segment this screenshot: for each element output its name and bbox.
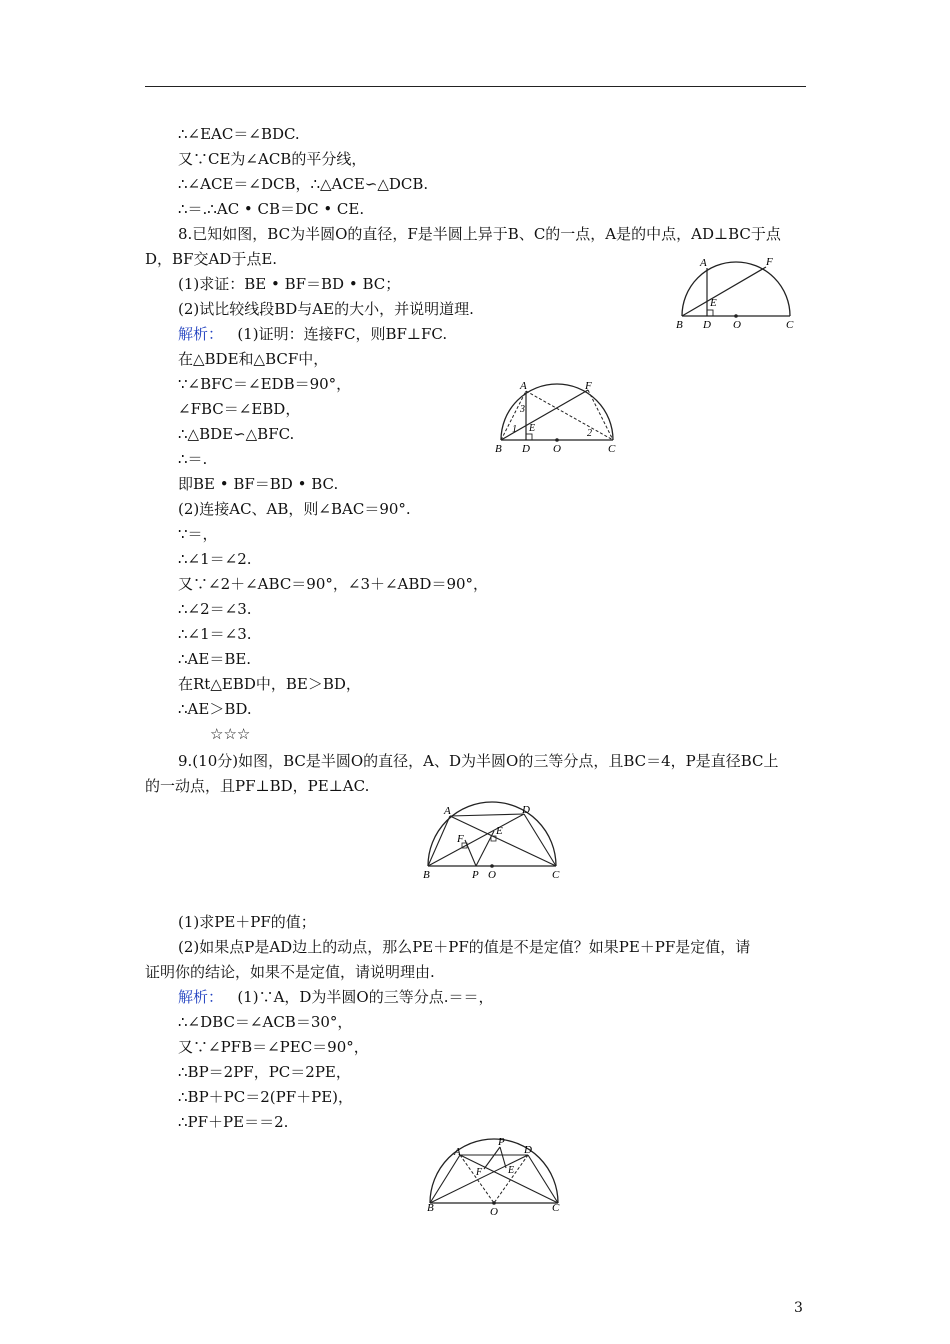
analysis-label: 解析： [178, 325, 224, 343]
text-line: 又∵CE为∠ACB的平分线， [178, 150, 367, 168]
text-line: ∴BP＝2PF，PC＝2PE， [178, 1063, 351, 1081]
center-dot [492, 1201, 496, 1205]
problem-9-statement: 9.(10分)如图，BC是半圆O的直径，A、D为半圆O的三等分点，且BC＝4，P是直径BC上 [178, 752, 779, 770]
label-e: E [496, 825, 503, 837]
text-line: 又∵∠PFB＝∠PEC＝90°， [178, 1038, 369, 1056]
label-e: E [529, 423, 536, 434]
text-line: ∴BP＋PC＝2(PF＋PE)， [178, 1088, 354, 1106]
label-f: F [457, 833, 464, 845]
text-line: ∴∠ACE＝∠DCB，∴△ACE∽△DCB. [178, 175, 429, 193]
label-c: C [552, 869, 560, 881]
right-angle-mark [707, 310, 713, 316]
text-line: 在Rt△EBD中，BE＞BD， [178, 675, 361, 693]
text-line: ∴AE＞BD. [178, 700, 252, 718]
text-line: ∴∠EAC＝∠BDC. [178, 125, 300, 143]
label-e: E [710, 297, 717, 309]
label-d: D [522, 443, 530, 455]
label-a: A [700, 257, 707, 269]
semicircle-arc [682, 262, 790, 316]
label-angle-1: 1 [512, 424, 517, 435]
text-line: ∴＝.∴AC • CB＝DC • CE. [178, 200, 365, 218]
text-line: (2)连接AC、AB，则∠BAC＝90°. [178, 500, 411, 518]
label-angle-3: 3 [520, 404, 525, 415]
figure-9-semicircle [418, 800, 566, 882]
semicircle-arc [501, 384, 613, 440]
segment-bf [682, 267, 766, 316]
text-line: 又∵∠2＋∠ABC＝90°，∠3＋∠ABD＝90°， [178, 575, 489, 593]
label-d: D [703, 319, 711, 331]
text-line: ∴AE＝BE. [178, 650, 252, 668]
text-line: ∴△BDE∽△BFC. [178, 425, 295, 443]
analysis-label: 解析： [178, 988, 224, 1006]
text-line: ∵∠BFC＝∠EDB＝90°， [178, 375, 352, 393]
text-line: (2)试比较线段BD与AE的大小，并说明道理. [178, 300, 474, 318]
center-dot [490, 864, 494, 868]
label-b: B [676, 319, 683, 331]
text-line: ∴∠DBC＝∠ACB＝30°， [178, 1013, 353, 1031]
text-line: (1)证明：连接FC，则BF⊥FC. [237, 325, 448, 343]
label-o: O [488, 869, 496, 881]
label-angle-2: 2 [587, 428, 592, 439]
label-p: P [472, 869, 479, 881]
segment-bd [428, 814, 524, 866]
text-line: ∴PF＋PE＝＝2. [178, 1113, 289, 1131]
stars-divider: ☆☆☆ [210, 725, 251, 743]
center-dot [555, 438, 559, 442]
text-line: 的一动点，且PF⊥BD，PE⊥AC. [145, 777, 370, 795]
label-c: C [608, 443, 616, 455]
text-line: D，BF交AD于点E. [145, 250, 278, 268]
text-line: (1)∵A，D为半圆O的三等分点.＝＝， [237, 988, 494, 1006]
label-f: F [585, 380, 592, 392]
text-line: ∴∠1＝∠2. [178, 550, 252, 568]
text-line: ∴∠1＝∠3. [178, 625, 252, 643]
label-d: D [524, 1144, 532, 1156]
right-angle-mark [526, 434, 532, 440]
problem-8-statement: 8.已知如图，BC为半圆O的直径，F是半圆上异于B、C的一点，A是的中点，AD⊥BC于点 [178, 225, 781, 243]
label-a: A [454, 1146, 461, 1158]
label-b: B [427, 1202, 434, 1214]
label-a: A [444, 805, 451, 817]
header-rule [145, 86, 806, 87]
text-line: 即BE • BF＝BD • BC. [178, 475, 339, 493]
label-f: F [766, 256, 773, 268]
label-c: C [786, 319, 794, 331]
label-d: D [522, 804, 530, 816]
text-line: ∴∠2＝∠3. [178, 600, 252, 618]
figure-8-semicircle [672, 250, 802, 332]
label-o: O [490, 1206, 498, 1217]
label-f: F [476, 1167, 483, 1178]
text-line: ∠FBC＝∠EBD， [178, 400, 301, 418]
text-line: 在△BDE和△BCF中， [178, 350, 329, 368]
label-o: O [553, 443, 561, 455]
label-b: B [423, 869, 430, 881]
figure-9-solution [420, 1135, 568, 1217]
label-a: A [520, 380, 527, 392]
analysis-line [178, 324, 447, 344]
segment-pf [484, 1147, 500, 1169]
segment-ad [450, 814, 524, 816]
text-line: ∵＝， [178, 525, 218, 543]
text-line: (1)求PE＋PF的值； [178, 913, 316, 931]
segment-ab [428, 816, 450, 866]
text-line: (2)如果点P是AD边上的动点，那么PE＋PF的值是不是定值？如果PE＋PF是定值，请 [178, 938, 751, 956]
page-number: 3 [794, 1300, 803, 1316]
text-line: (1)求证：BE • BF＝BD • BC； [178, 275, 401, 293]
figure-8-solution [490, 378, 620, 458]
segment-pe [500, 1147, 506, 1168]
label-p: P [498, 1136, 505, 1148]
label-e: E [508, 1165, 515, 1176]
text-line: 证明你的结论，如果不是定值，请说明理由. [145, 963, 435, 981]
dashed-ac [526, 391, 613, 440]
text-line: ∴＝. [178, 450, 208, 468]
label-c: C [552, 1202, 560, 1214]
analysis-line [178, 987, 494, 1007]
label-o: O [733, 319, 741, 331]
label-b: B [495, 443, 502, 455]
dashed-do [494, 1155, 528, 1203]
center-dot [734, 314, 738, 318]
